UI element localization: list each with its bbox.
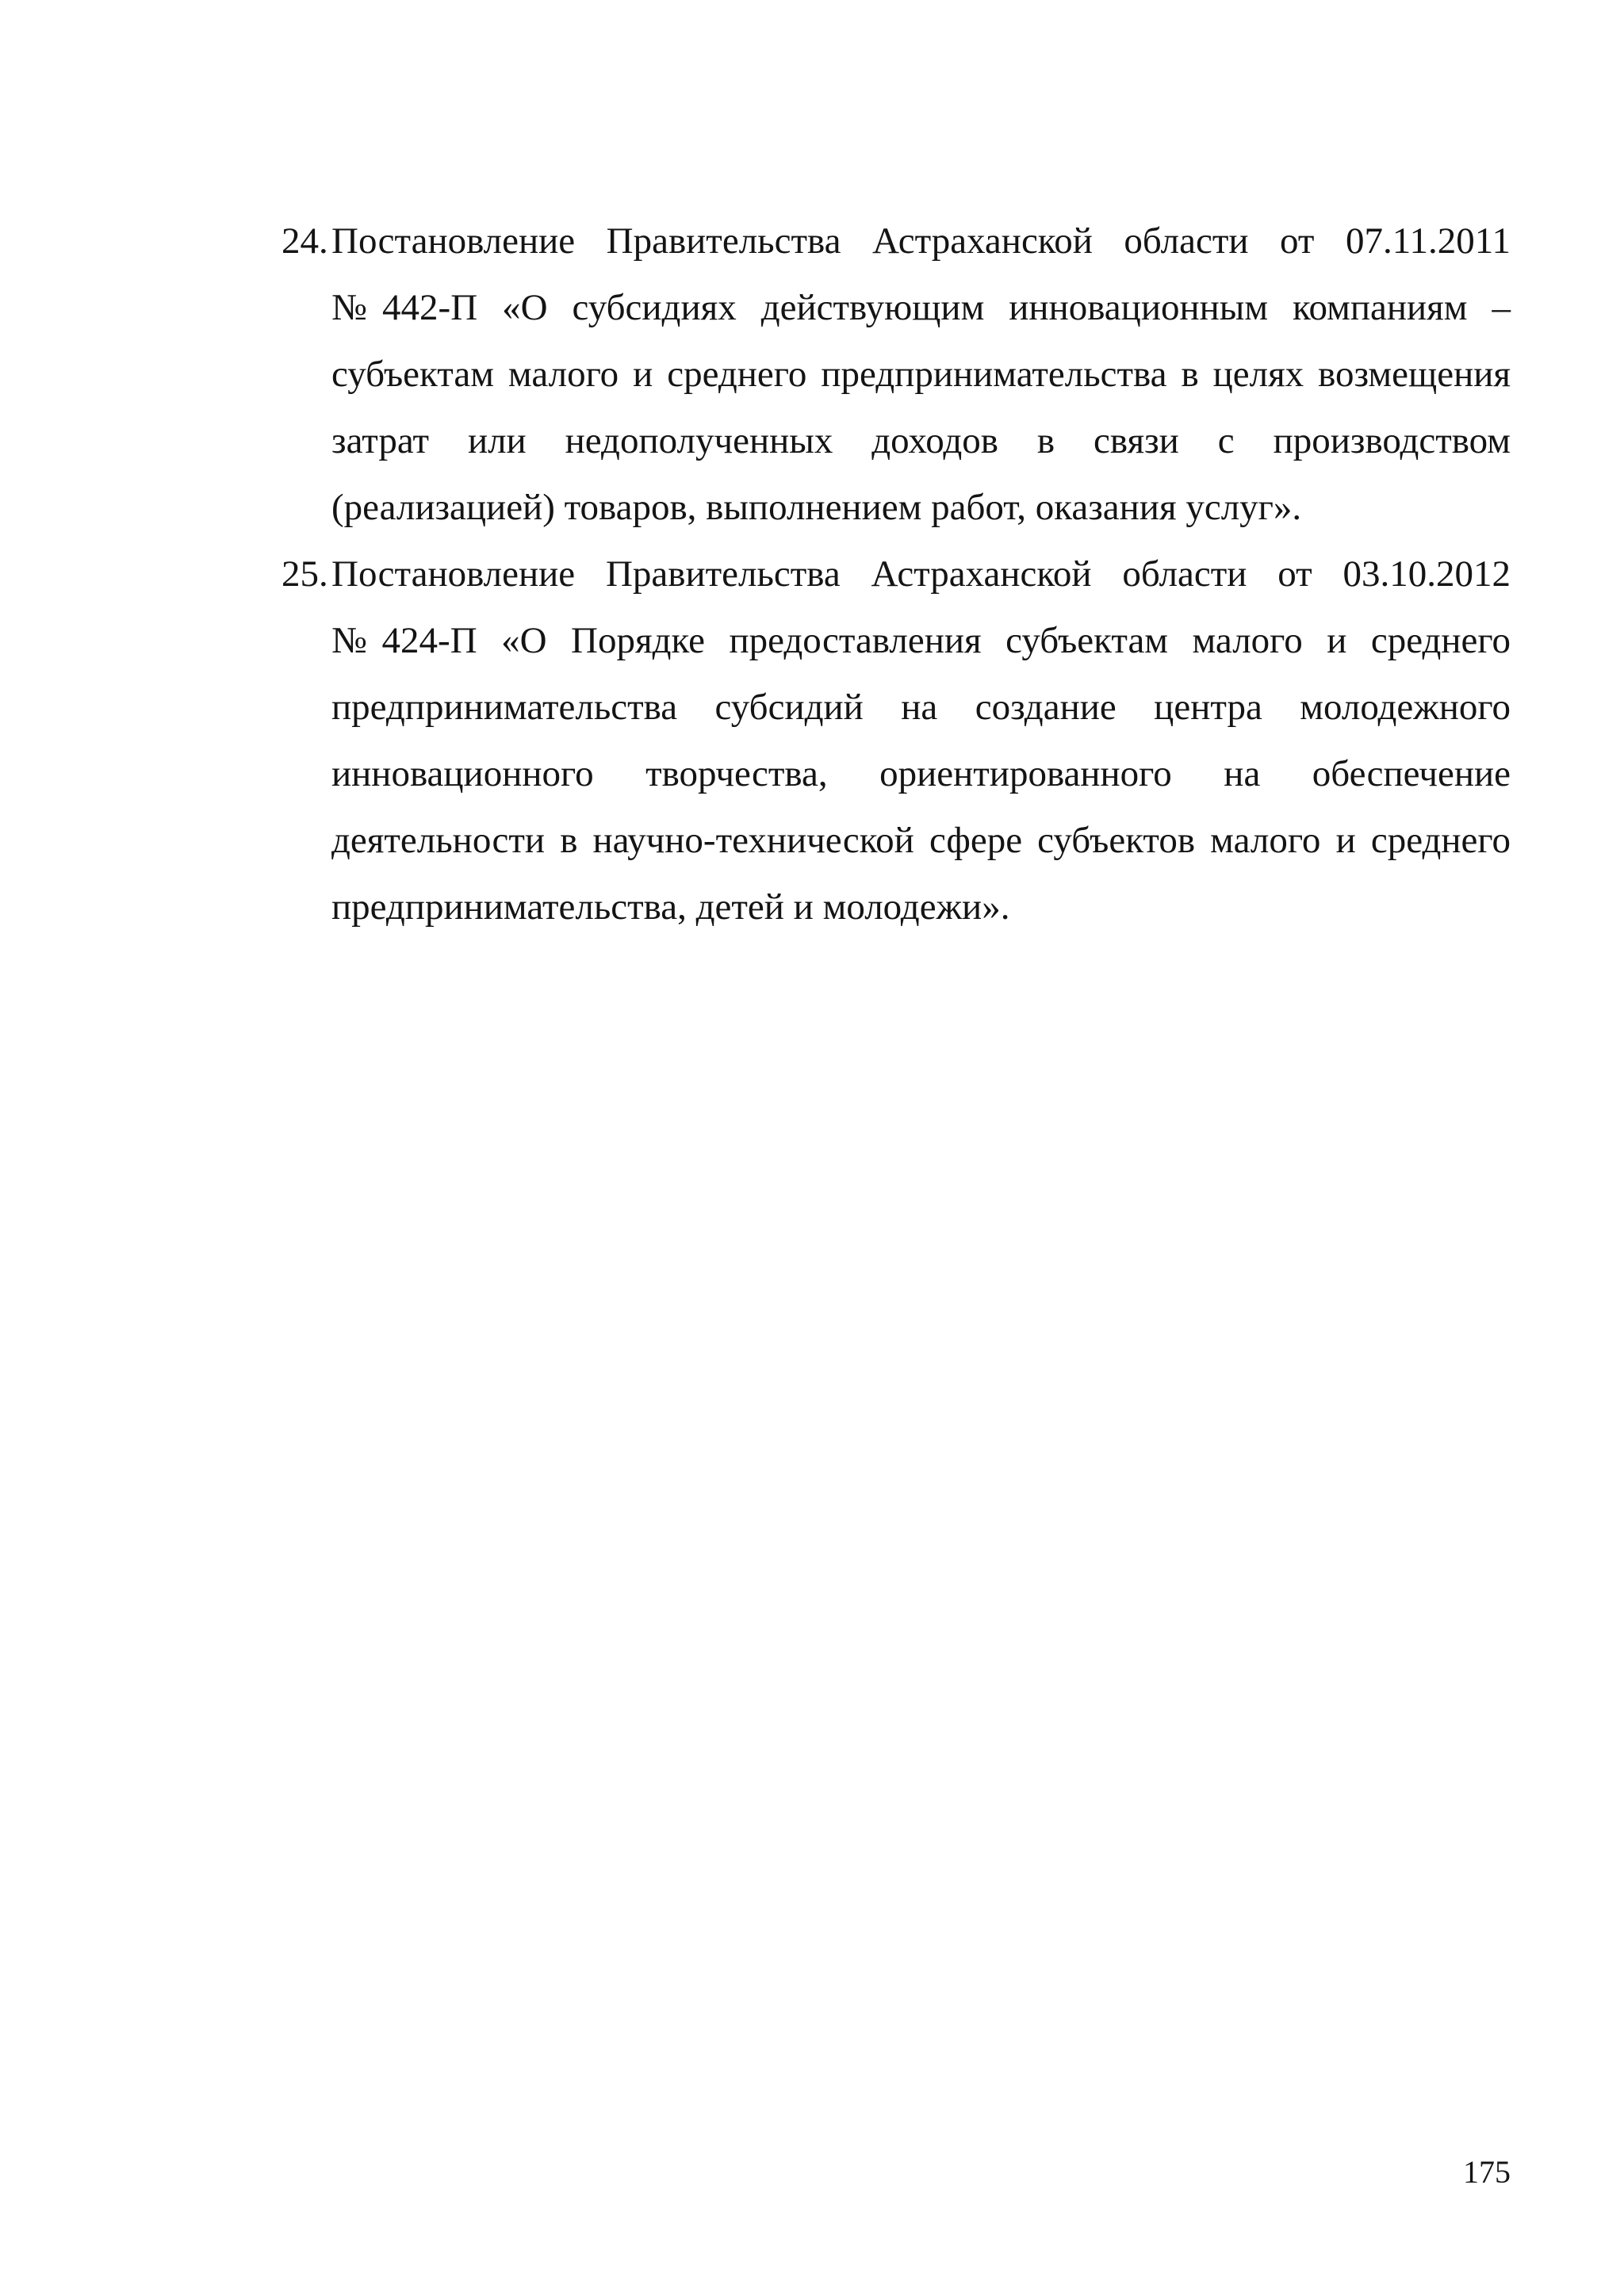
reference-item: [282, 208, 1511, 541]
page-number: 175: [1463, 2154, 1511, 2190]
reference-list: [282, 208, 1511, 940]
reference-item: [282, 541, 1511, 940]
reference-number: 25.: [282, 553, 328, 595]
reference-number: 24.: [282, 220, 328, 262]
reference-text: Постановление Правительства Астраханской области от 03.10.2012 №424-П «О Порядке предоставления субъектам малого и среднего предпринимательства субсидий на создание центра молодежного инновационного творчества, ориентированного на обеспечение деятельности в научно-технической сфере субъектов малого и среднего предпринимательства, детей и молодежи».: [331, 553, 1511, 928]
reference-text: Постановление Правительства Астраханской области от 07.11.2011 №442-П «О субсидиях действующим инновационным компаниям – субъектам малого и среднего предпринимательства в целях возмещения затрат или недополученных доходов в связи с производством (реализацией) товаров, выполнением работ, оказания услуг».: [331, 220, 1511, 528]
